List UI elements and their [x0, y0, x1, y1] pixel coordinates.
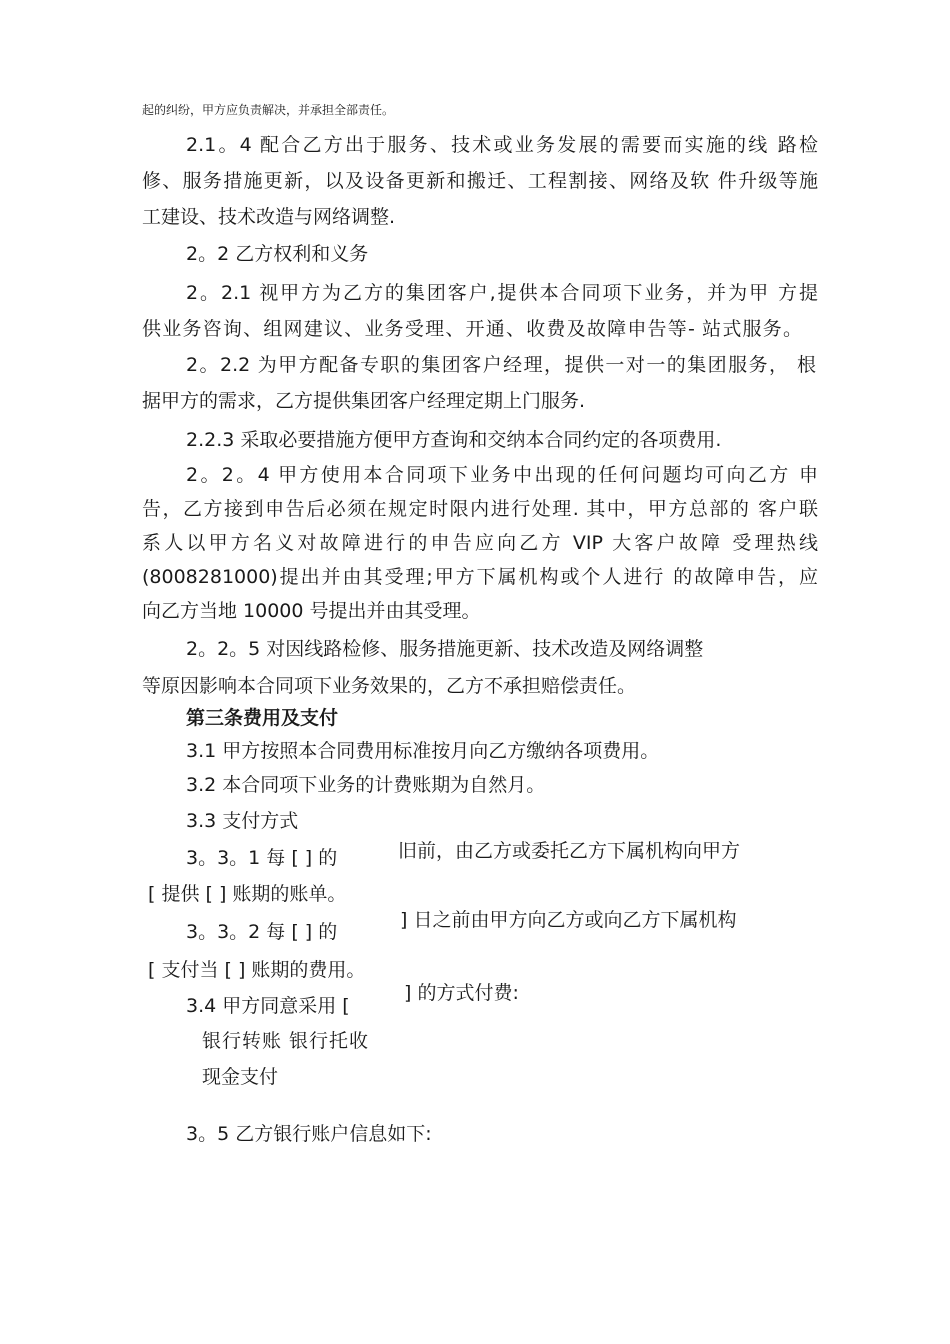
text-line: 3。3。1 每 [ ] 的 — [186, 847, 338, 869]
text-line: 起的纠纷，甲方应负责解决，并承担全部责任。 — [142, 103, 395, 117]
payment-option-line: 现金支付 — [202, 1066, 279, 1088]
text-line: 3.4 甲方同意采用 [ — [186, 995, 350, 1017]
text-line: 旧前，由乙方或委托乙方下属机构向甲方 — [398, 840, 741, 862]
text-line: ] 日之前由甲方向乙方或向乙方下属机构 — [400, 909, 737, 931]
text-line: 3。5 乙方银行账户信息如下: — [186, 1123, 432, 1145]
text-line: (8008281000)提出并由其受理;甲方下属机构或个人进行 的故障申告，应 — [142, 566, 818, 588]
text-line: 据甲方的需求，乙方提供集团客户经理定期上门服务. — [142, 390, 586, 412]
text-line: 供业务咨询、组网建议、业务受理、开通、收费及故障申告等- 站式服务。 — [142, 318, 802, 340]
text-line: [ 支付当 [ ] 账期的费用。 — [148, 959, 366, 981]
text-line: 2.1。4 配合乙方出于服务、技术或业务发展的需要而实施的线 路检 — [186, 134, 818, 156]
text-line: 等原因影响本合同项下业务效果的，乙方不承担赔偿责任。 — [142, 675, 637, 697]
text-line: 2.2.3 采取必要措施方便甲方查询和交纳本合同约定的各项费用. — [186, 429, 722, 451]
text-line: 3.2 本合同项下业务的计费账期为自然月。 — [186, 774, 546, 796]
payment-option-line: 银行转账 银行托收 — [202, 1030, 370, 1052]
text-line: 工建设、技术改造与网络调整. — [142, 206, 396, 228]
text-line: 3.1 甲方按照本合同费用标准按月向乙方缴纳各项费用。 — [186, 740, 660, 762]
text-line: 2。2.1 视甲方为乙方的集团客户,提供本合同项下业务，并为甲 方提 — [186, 282, 818, 304]
article-heading: 第三条费用及支付 — [186, 707, 339, 729]
text-line: 2。2.2 为甲方配备专职的集团客户经理，提供一对一的集团服务， 根 — [186, 354, 816, 376]
text-line: 告，乙方接到申告后必须在规定时限内进行处理. 其中，甲方总部的 客户联 — [142, 498, 818, 520]
text-line: 2。2。5 对因线路检修、服务措施更新、技术改造及网络调整 — [186, 638, 704, 660]
text-line: ] 的方式付费: — [404, 982, 519, 1004]
text-line: [ 提供 [ ] 账期的账单。 — [148, 883, 347, 905]
text-line: 2。2。4 甲方使用本合同项下业务中出现的任何问题均可向乙方 申 — [186, 464, 818, 486]
text-line: 3。3。2 每 [ ] 的 — [186, 921, 338, 943]
text-line: 3.3 支付方式 — [186, 810, 299, 832]
text-line: 修、服务措施更新，以及设备更新和搬迁、工程割接、网络及软 件升级等施 — [142, 170, 818, 192]
section-heading: 2。2 乙方权利和义务 — [186, 243, 369, 265]
text-line: 向乙方当地 10000 号提出并由其受理。 — [142, 600, 481, 622]
text-line: 系人以甲方名义对故障进行的申告应向乙方 VIP 大客户故障 受理热线 — [142, 532, 818, 554]
